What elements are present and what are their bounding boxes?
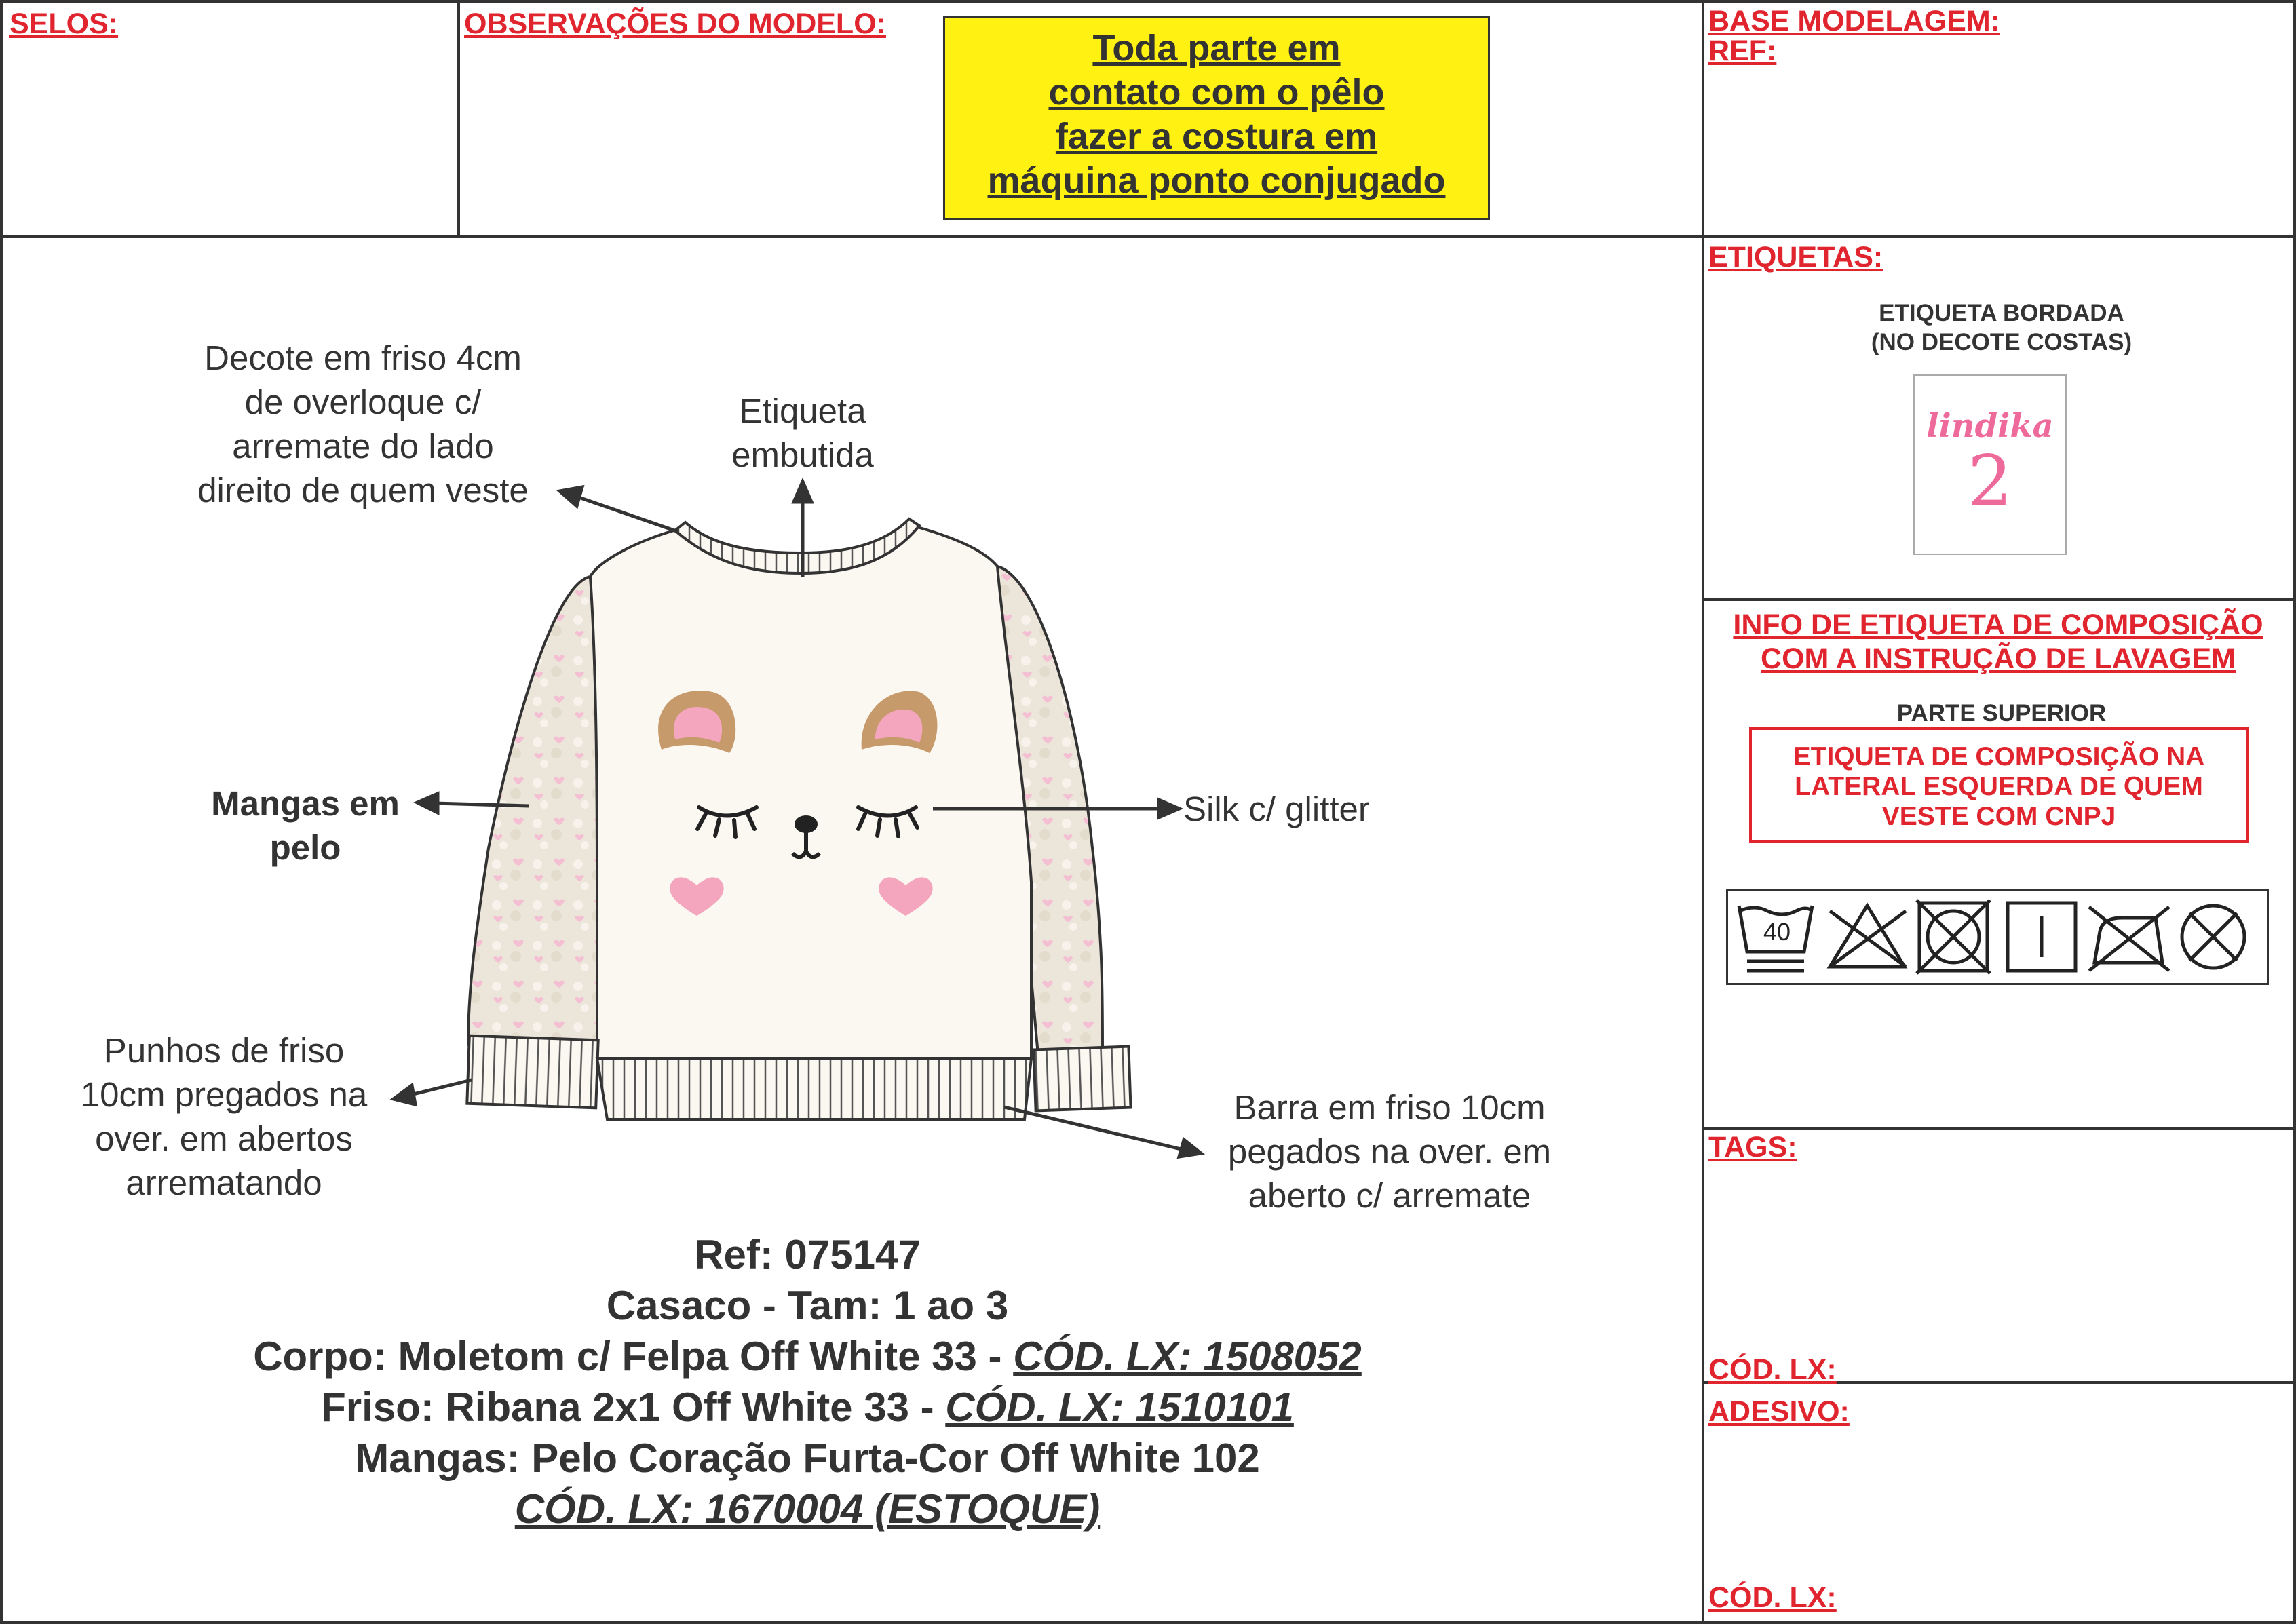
spec-friso-text: Friso: Ribana 2x1 Off White 33 - [321, 1385, 946, 1430]
etiqueta-bordada [1798, 298, 2205, 357]
info-composicao [1710, 608, 2287, 676]
callout-line: Etiqueta [739, 391, 866, 430]
spec-corpo-text: Corpo: Moletom c/ Felpa Off White 33 - [253, 1334, 1014, 1379]
left-cuff [467, 1036, 598, 1108]
right-cuff [1033, 1047, 1130, 1111]
spec-mangas-cod: CÓD. LX: 1670004 (ESTOQUE) [514, 1486, 1101, 1532]
box-line: VESTE COM CNPJ [1881, 802, 2116, 831]
callout-line: Punhos de friso [103, 1031, 345, 1070]
sidebar-divider [1702, 0, 1704, 1624]
callout-line: de overloque c/ [244, 383, 482, 421]
callout-line: 10cm pregados na [80, 1075, 368, 1114]
ref-label: REF: [1708, 35, 1777, 67]
observacoes-label: OBSERVAÇÕES DO MODELO: [464, 7, 886, 40]
spec-mangas-cod-line [102, 1484, 1513, 1534]
callout-line: embutida [731, 436, 874, 474]
left-sleeve [468, 577, 611, 1048]
callout-barra [1194, 1085, 1585, 1218]
no-iron-icon [2089, 907, 2169, 971]
small-line: ETIQUETA BORDADA [1879, 300, 2124, 326]
care-symbols [1726, 889, 2269, 985]
size-number: 2 [1967, 440, 2013, 522]
callout-line: direito de quem veste [197, 471, 529, 509]
callout-line: pegados na over. em [1227, 1132, 1552, 1171]
etiquetas-divider [1702, 598, 2296, 601]
composicao-box [1749, 727, 2249, 843]
callout-line: Mangas em [211, 784, 400, 823]
spec-corpo-cod: CÓD. LX: 1508052 [1013, 1334, 1362, 1379]
small-line: (NO DECOTE COSTAS) [1871, 329, 2132, 355]
callout-silk: Silk c/ glitter [1183, 790, 1370, 828]
tags-label: TAGS: [1708, 1131, 1797, 1163]
callout-punhos [41, 1028, 407, 1205]
note-line: fazer a costura em [1055, 116, 1378, 157]
callout-line: arrematando [126, 1163, 322, 1202]
brand-label-sample [1913, 374, 2067, 555]
spec-mangas: Mangas: Pelo Coração Furta-Cor Off White 102 [355, 1435, 1260, 1481]
tags-cod-label: CÓD. LX: [1708, 1353, 1837, 1386]
spec-friso [102, 1382, 1513, 1433]
spec-casaco: Casaco - Tam: 1 ao 3 [606, 1283, 1009, 1328]
note-line: contato com o pêlo [1048, 72, 1385, 113]
callout-line: aberto c/ arremate [1248, 1176, 1531, 1215]
hem-rib [597, 1058, 1031, 1119]
spec-friso-cod: CÓD. LX: 1510101 [945, 1385, 1294, 1430]
parte-superior: PARTE SUPERIOR [1896, 700, 2107, 727]
no-dry-clean-icon [2182, 906, 2244, 968]
garment-body [590, 526, 1031, 1058]
selos-label: SELOS: [9, 7, 119, 40]
callout-mangas [183, 781, 427, 870]
adesivo-label: ADESIVO: [1708, 1395, 1850, 1428]
no-tumble-dry-icon [1917, 900, 1990, 973]
no-bleach-icon [1830, 906, 1906, 967]
info-line: COM A INSTRUÇÃO DE LAVAGEM [1761, 642, 2236, 675]
care-symbols-svg [1728, 891, 2267, 983]
brand-logo: lindika [1926, 407, 2054, 445]
spec-corpo [102, 1331, 1513, 1382]
box-line: ETIQUETA DE COMPOSIÇÃO NA [1793, 742, 2205, 771]
base-modelagem-label: BASE MODELAGEM: [1708, 5, 2000, 37]
callout-line: Barra em friso 10cm [1233, 1088, 1546, 1127]
wash-temp: 40 [1763, 918, 1791, 946]
note-line: Toda parte em [1092, 28, 1341, 69]
tags-divider [1702, 1127, 2296, 1130]
etiquetas-label: ETIQUETAS: [1708, 241, 1883, 273]
callout-etiqueta [699, 389, 906, 477]
box-line: LATERAL ESQUERDA DE QUEM [1795, 772, 2203, 801]
callout-line: pelo [269, 828, 341, 867]
spec-block [102, 1229, 1513, 1534]
callout-line: over. em abertos [95, 1119, 353, 1158]
adesivo-cod-label: CÓD. LX: [1708, 1581, 1837, 1614]
callout-decote [156, 336, 570, 512]
note-line: máquina ponto conjugado [987, 160, 1446, 201]
callout-line: arremate do lado [232, 427, 494, 465]
callout-line: Decote em friso 4cm [204, 339, 522, 377]
line-dry-icon [2008, 903, 2075, 971]
info-line: INFO DE ETIQUETA DE COMPOSIÇÃO [1733, 608, 2263, 641]
spec-ref: Ref: 075147 [694, 1232, 921, 1277]
